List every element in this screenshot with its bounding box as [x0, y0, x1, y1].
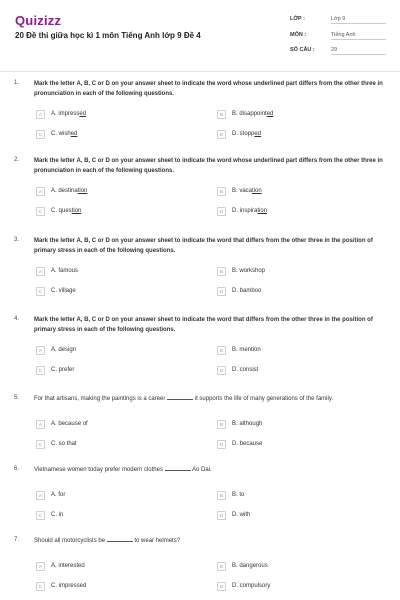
option-text — [232, 441, 262, 447]
option-word: village — [58, 288, 76, 294]
option-word: so that — [58, 441, 77, 447]
option-label: C. — [51, 208, 59, 214]
header-divider — [0, 71, 400, 72]
worksheet-header — [0, 0, 400, 70]
option-label: C. — [51, 367, 59, 373]
option-letter-box[interactable]: A — [36, 187, 45, 196]
option-word: workshop — [239, 268, 266, 274]
option-underlined-part: ed — [266, 111, 274, 117]
question-text-before: For that artisans, making the paintings is a career — [34, 396, 168, 402]
question-number: 5. — [14, 395, 20, 401]
option-label: B. — [232, 188, 240, 194]
option-letter-box[interactable]: C — [36, 366, 45, 375]
option-text — [232, 492, 244, 498]
option-underlined-part: ed — [254, 131, 262, 137]
option-label: C. — [51, 583, 59, 589]
option-letter-box[interactable]: D — [217, 582, 226, 591]
option-word: to — [239, 492, 245, 498]
worksheet-title: 20 Đề thi giữa học kì 1 môn Tiếng Anh lớp 9 Đề 4 — [15, 31, 201, 40]
option-letter-box[interactable]: A — [36, 267, 45, 276]
option-word: impress — [58, 111, 80, 117]
option-word: famous — [58, 268, 79, 274]
meta-count-value: 29 — [331, 47, 386, 55]
option-label: D. — [232, 208, 240, 214]
question-number: 2. — [14, 157, 20, 163]
option-letter-box[interactable]: A — [36, 346, 45, 355]
option-word: in — [58, 512, 64, 518]
option-label: B. — [232, 111, 240, 117]
option-word: stopp — [239, 131, 255, 137]
option-word: inspira — [239, 208, 258, 214]
meta-subject-value: Tiếng Anh — [331, 32, 386, 40]
option-letter-box[interactable]: C — [36, 130, 45, 139]
option-letter-box[interactable]: C — [36, 511, 45, 520]
option-text — [232, 288, 261, 294]
meta-count-key: SỐ CÂU : — [290, 47, 315, 53]
option-text — [51, 583, 86, 589]
option-letter-box[interactable]: B — [217, 110, 226, 119]
answer-blank — [165, 466, 191, 471]
option-word: because — [239, 441, 263, 447]
option-label: C. — [51, 512, 59, 518]
option-underlined-part: ed — [70, 131, 78, 137]
option-word: prefer — [58, 367, 75, 373]
option-underlined-part: tion — [77, 188, 88, 194]
option-letter-box[interactable]: D — [217, 440, 226, 449]
option-letter-box[interactable]: B — [217, 491, 226, 500]
option-label: B. — [232, 421, 240, 427]
option-word: design — [58, 347, 77, 353]
option-letter-box[interactable]: B — [217, 420, 226, 429]
option-text — [51, 492, 65, 498]
option-text — [51, 347, 76, 353]
option-label: B. — [232, 492, 240, 498]
option-underlined-part: tion — [252, 188, 262, 194]
question-number: 6. — [14, 466, 20, 472]
question-text — [34, 466, 390, 476]
option-text — [232, 583, 270, 589]
option-word: because of — [58, 421, 88, 427]
option-text — [51, 512, 63, 518]
option-word: compulsory — [239, 583, 271, 589]
option-text — [51, 421, 88, 427]
question-text-before: Should all motorcyclists be — [34, 538, 107, 544]
option-text — [232, 208, 267, 214]
option-word: mention — [239, 347, 261, 353]
answer-blank — [107, 537, 133, 542]
option-underlined-part: tion — [71, 208, 82, 214]
option-text — [232, 188, 262, 194]
option-word: dangerous — [239, 563, 268, 569]
option-letter-box[interactable]: C — [36, 287, 45, 296]
question-number: 1. — [14, 80, 20, 86]
option-underlined-part: ed — [79, 111, 87, 117]
option-text — [51, 441, 77, 447]
option-text — [232, 131, 261, 137]
option-letter-box[interactable]: A — [36, 562, 45, 571]
meta-subject-key: MÔN : — [290, 32, 307, 38]
option-letter-box[interactable]: A — [36, 491, 45, 500]
option-label: A. — [51, 111, 59, 117]
option-word: destina — [58, 188, 78, 194]
question-text-after: it supports the life of many generations of the family. — [193, 396, 334, 402]
option-word: for — [58, 492, 66, 498]
option-word: although — [239, 421, 263, 427]
option-label: D. — [232, 512, 240, 518]
option-label: C. — [51, 288, 59, 294]
option-letter-box[interactable]: D — [217, 511, 226, 520]
question-text: Mark the letter A, B, C or D on your answer sheet to indicate the word that differs from the other three in the position of primary stress in each of the following questions. — [34, 317, 373, 333]
option-label: D. — [232, 288, 240, 294]
option-text — [51, 208, 81, 214]
option-text — [51, 268, 78, 274]
option-word: wish — [58, 131, 71, 137]
option-word: bamboo — [239, 288, 262, 294]
option-text — [232, 512, 250, 518]
option-letter-box[interactable]: A — [36, 110, 45, 119]
option-label: B. — [232, 268, 240, 274]
option-label: A. — [51, 492, 59, 498]
option-text — [51, 563, 85, 569]
option-letter-box[interactable]: A — [36, 420, 45, 429]
option-text — [232, 111, 273, 117]
question-text: Mark the letter A, B, C or D on your answer sheet to indicate the word whose underlined part differs from the other three in pronunciation in each of the following questions. — [34, 158, 383, 174]
meta-class-key: LỚP : — [290, 16, 305, 22]
question-text: Mark the letter A, B, C or D on your answer sheet to indicate the word whose underlined part differs from the other three in pronunciation in each of the following questions. — [34, 81, 383, 97]
option-label: A. — [51, 421, 59, 427]
question-text: Mark the letter A, B, C or D on your answer sheet to indicate the word that differs from the other three in the position of primary stress in each of the following questions. — [34, 238, 373, 254]
option-letter-box[interactable]: B — [217, 267, 226, 276]
option-text — [232, 421, 262, 427]
option-letter-box[interactable]: B — [217, 187, 226, 196]
question-text-after: to wear helmets? — [132, 538, 181, 544]
option-label: A. — [51, 563, 59, 569]
option-text — [232, 347, 261, 353]
question-text — [34, 395, 390, 405]
option-text — [232, 268, 265, 274]
option-label: A. — [51, 268, 59, 274]
option-label: D. — [232, 441, 240, 447]
question-text-before: Vietnamese women today prefer modern clothes — [34, 467, 165, 473]
question-number: 4. — [14, 316, 20, 322]
option-word: disappoint — [239, 111, 267, 117]
option-text — [232, 563, 268, 569]
option-label: C. — [51, 131, 59, 137]
meta-class-value: Lớp 9 — [331, 16, 386, 24]
option-letter-box[interactable]: B — [217, 562, 226, 571]
option-label: B. — [232, 347, 240, 353]
option-label: A. — [51, 347, 59, 353]
option-text — [51, 188, 87, 194]
option-label: B. — [232, 563, 240, 569]
option-label: D. — [232, 367, 240, 373]
option-letter-box[interactable]: D — [217, 287, 226, 296]
quizizz-logo: Quizizz — [15, 13, 62, 28]
option-label: C. — [51, 441, 59, 447]
option-text — [51, 111, 86, 117]
option-word: ques — [58, 208, 72, 214]
option-word: impressed — [58, 583, 87, 589]
option-label: A. — [51, 188, 59, 194]
option-word: interested — [58, 563, 85, 569]
option-word: with — [239, 512, 251, 518]
option-text — [51, 288, 76, 294]
option-word: consist — [239, 367, 259, 373]
option-underlined-part: tion — [257, 208, 268, 214]
question-text — [34, 537, 390, 547]
option-letter-box[interactable]: D — [217, 130, 226, 139]
option-letter-box[interactable]: D — [217, 207, 226, 216]
answer-blank — [167, 395, 193, 400]
question-number: 3. — [14, 237, 20, 243]
question-text-after: Ao Dai. — [190, 467, 212, 473]
option-letter-box[interactable]: C — [36, 582, 45, 591]
option-text — [51, 131, 77, 137]
option-letter-box[interactable]: C — [36, 440, 45, 449]
option-text — [232, 367, 258, 373]
option-letter-box[interactable]: C — [36, 207, 45, 216]
option-label: D. — [232, 583, 240, 589]
option-letter-box[interactable]: B — [217, 346, 226, 355]
question-number: 7. — [14, 537, 20, 543]
option-text — [51, 367, 74, 373]
option-word: vaca — [239, 188, 253, 194]
option-label: D. — [232, 131, 240, 137]
option-letter-box[interactable]: D — [217, 366, 226, 375]
